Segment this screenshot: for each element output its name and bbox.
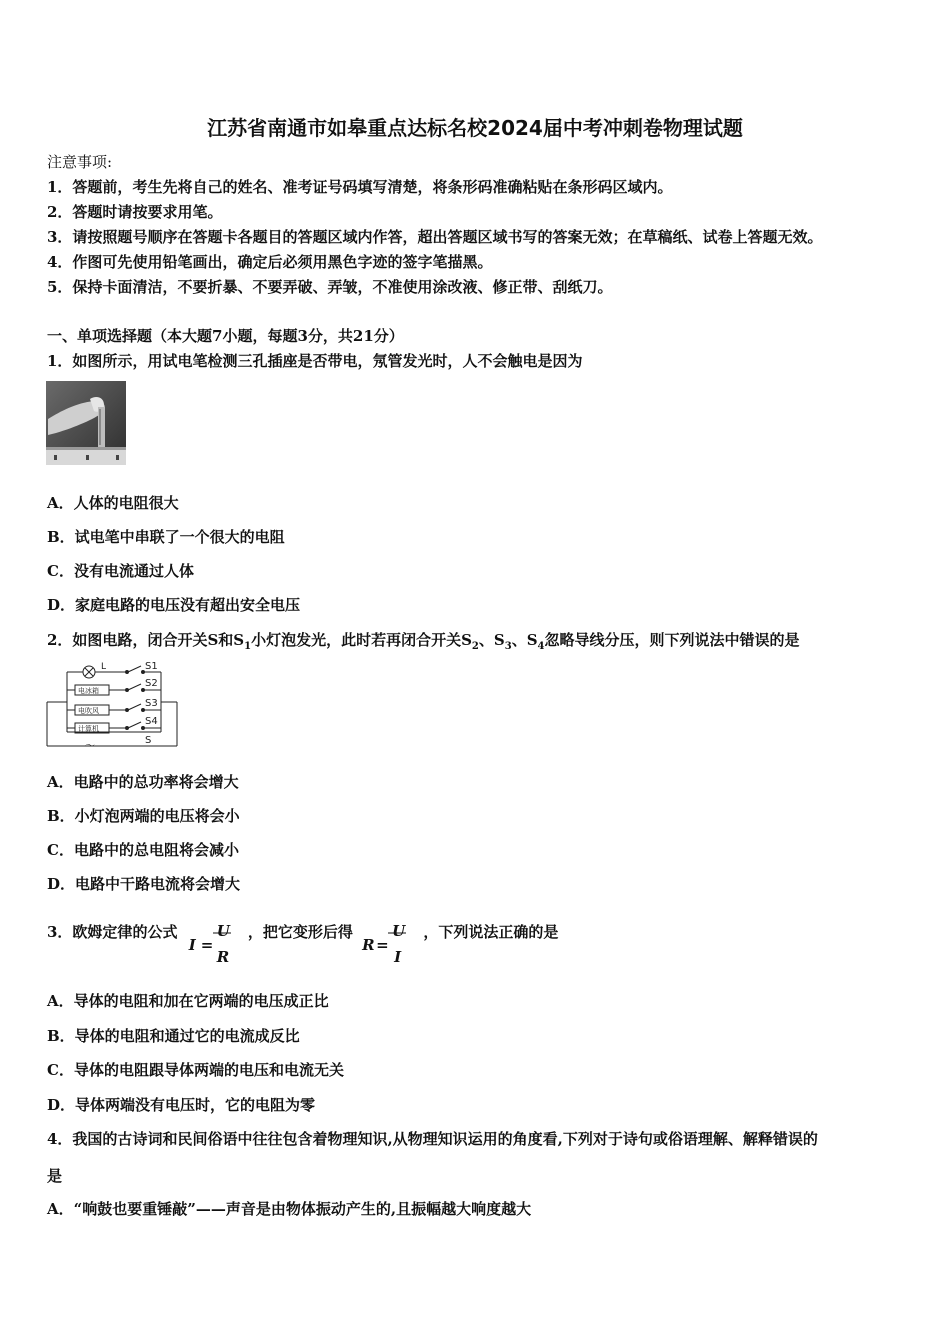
question-1-option-c: C．没有电流通过人体 (47, 562, 194, 580)
switch-label: S4 (145, 716, 158, 727)
question-3-stem: 3．欧姆定律的公式 I = U R ，把它变形后得 R = U I ，下列说法正确的是 (47, 910, 558, 955)
question-4-stem: 4．我国的古诗词和民间俗语中往往包含着物理知识,从物理知识运用的角度看,下列对于诗句或俗语理解、解释错误的 (47, 1130, 818, 1148)
question-3-option-d: D．导体两端没有电压时，它的电阻为零 (47, 1096, 316, 1114)
formula-ohm: I = U R (188, 922, 230, 966)
question-2-stem: 2．如图电路，闭合开关S和$S_1$小灯泡发光，此时若再闭合开关$S_2$、$S_3$、$S_4$忽略导线分压，则下列说法中错误的是 (47, 631, 800, 652)
device-label: 电冰箱 (78, 687, 99, 695)
section-heading: 一、单项选择题（本大题7小题，每题3分，共21分） (47, 327, 404, 345)
question-3-option-c: C．导体的电阻跟导体两端的电压和电流无关 (47, 1061, 344, 1079)
question-2-option-a: A．电路中的总功率将会增大 (47, 773, 239, 791)
page-title: 江苏省南通市如皋重点达标名校2024届中考冲刺卷物理试题 (207, 116, 743, 140)
switch-label: S (145, 735, 152, 746)
device-label: 电吹风 (78, 707, 99, 715)
notice-item: 1．答题前，考生先将自己的姓名、准考证号码填写清楚，将条形码准确粘贴在条形码区域内。 (47, 178, 673, 196)
switch-label: S1 (145, 661, 158, 672)
question-1-option-a: A．人体的电阻很大 (47, 494, 179, 512)
notice-item: 2．答题时请按要求用笔。 (47, 203, 223, 221)
question-4-option-a: A．“响鼓也要重锤敲”——声音是由物体振动产生的,且振幅越大响度越大 (47, 1200, 532, 1218)
switch-label: S3 (145, 698, 158, 709)
notice-item: 5．保持卡面清洁，不要折暴、不要弄破、弄皱，不准使用涂改液、修正带、刮纸刀。 (47, 278, 613, 296)
question-1-option-d: D．家庭电路的电压没有超出安全电压 (47, 596, 301, 614)
notice-heading: 注意事项: (47, 153, 113, 171)
question-3-option-a: A．导体的电阻和加在它两端的电压成正比 (47, 992, 329, 1010)
notice-item: 3．请按照题号顺序在答题卡各题目的答题区域内作答，超出答题区域书写的答案无效；在草稿纸、试卷上答题无效。 (47, 228, 823, 246)
ac-source-label: ～ (85, 741, 95, 750)
question-2-option-b: B．小灯泡两端的电压将会小 (47, 807, 240, 825)
question-3-option-b: B．导体的电阻和通过它的电流成反比 (47, 1027, 300, 1045)
switch-label: S2 (145, 678, 158, 689)
question-4-stem-cont: 是 (47, 1167, 63, 1185)
question-2-option-d: D．电路中干路电流将会增大 (47, 875, 241, 893)
question-2-option-c: C．电路中的总电阻将会减小 (47, 841, 239, 859)
lamp-label: L (101, 662, 107, 672)
notice-item: 4．作图可先使用铅笔画出，确定后必须用黑色字迹的签字笔描黑。 (47, 253, 493, 271)
question-1-option-b: B．试电笔中串联了一个很大的电阻 (47, 528, 285, 546)
device-label: 计算机 (78, 725, 99, 733)
formula-resistance: R = U I (362, 922, 406, 966)
circuit-diagram (45, 660, 180, 750)
test-pen-photo (46, 381, 126, 465)
question-1-stem: 1．如图所示，用试电笔检测三孔插座是否带电，氖管发光时，人不会触电是因为 (47, 352, 583, 370)
